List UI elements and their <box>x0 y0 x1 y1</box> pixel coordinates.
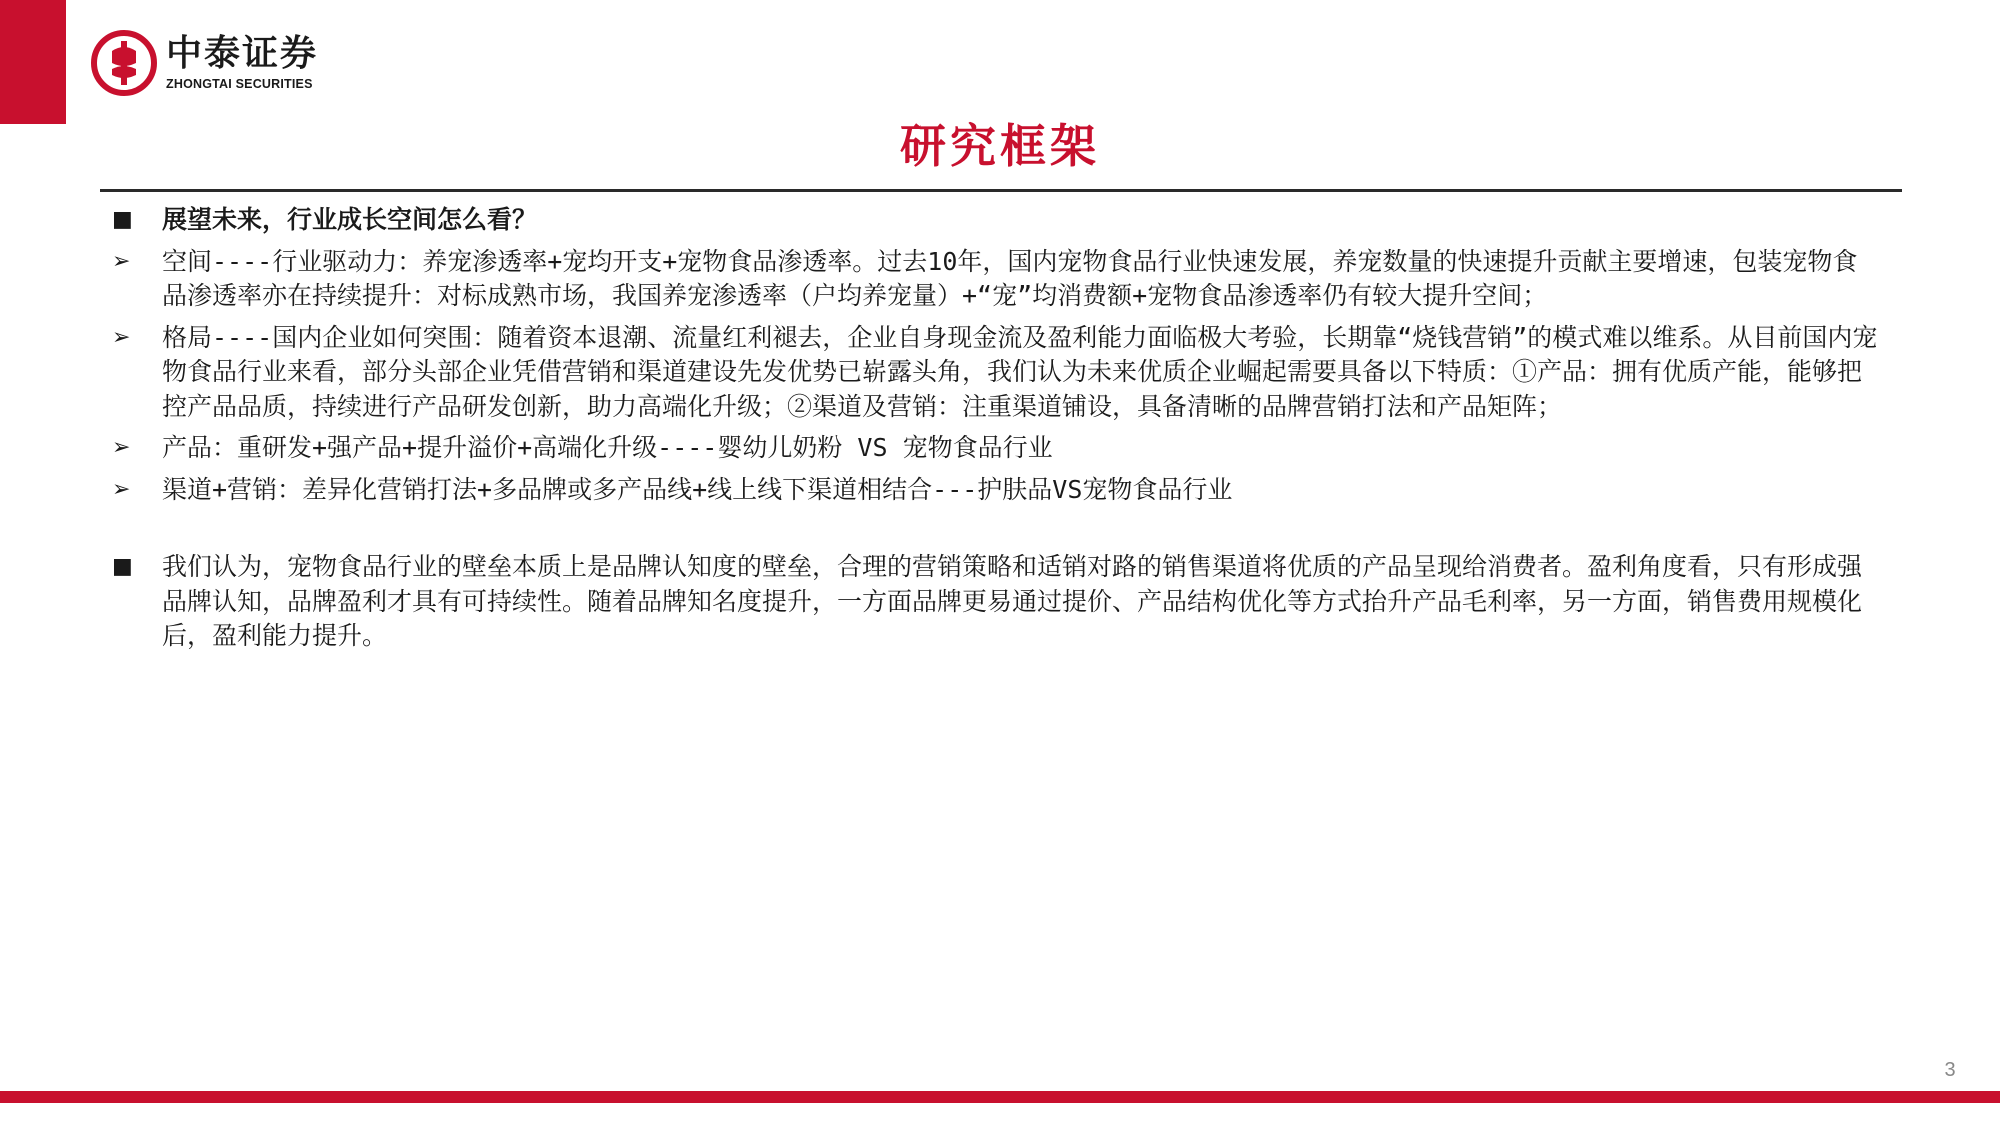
content-body <box>112 203 1882 654</box>
brand-name-en: ZHONGTAI SECURITIES <box>166 77 313 91</box>
bullet-text: 空间----行业驱动力：养宠渗透率+宠均开支+宠物食品渗透率。过去10年，国内宠物食品行业快速发展，养宠数量的快速提升贡献主要增速，包装宠物食品渗透率亦在持续提升：对标成熟市场，我国养宠渗透率（户均养宠量）+“宠”均消费额+宠物食品渗透率仍有较大提升空间； <box>162 246 1858 310</box>
conclusion-text: 我们认为，宠物食品行业的壁垒本质上是品牌认知度的壁垒，合理的营销策略和适销对路的销售渠道将优质的产品呈现给消费者。盈利角度看，只有形成强品牌认知，品牌盈利才具有可持续性。随着品牌知名度提升，一方面品牌更易通过提价、产品结构优化等方式抬升产品毛利率，另一方面，销售费用规模化后，盈利能力提升。 <box>162 552 1863 650</box>
bullet-text: 格局----国内企业如何突围：随着资本退潮、流量红利褪去，企业自身现金流及盈利能力面临极大考验，长期靠“烧钱营销”的模式难以维系。从目前国内宠物食品行业来看，部分头部企业凭借营销和渠道建设先发优势已崭露头角，我们认为未来优质企业崛起需要具备以下特质：①产品：拥有优质产能，能够把控产品品质，持续进行产品研发创新，助力高端化升级；②渠道及营销：注重渠道铺设，具备清晰的品牌营销打法和产品矩阵； <box>162 322 1878 421</box>
bullet-text: 产品：重研发+强产品+提升溢价+高端化升级----婴幼儿奶粉 VS 宠物食品行业 <box>162 433 1053 462</box>
bullet-text: 渠道+营销：差异化营销打法+多品牌或多产品线+线上线下渠道相结合---护肤品VS宠物食品行业 <box>162 474 1233 504</box>
zhongtai-logo-icon <box>90 29 158 97</box>
conclusion-paragraph <box>112 550 1882 654</box>
arrow-bullet-icon: ➢ <box>112 324 131 350</box>
arrow-bullet-icon: ➢ <box>112 248 131 274</box>
brand-logo <box>90 30 318 96</box>
arrow-bullet-icon: ➢ <box>112 476 131 502</box>
section-heading <box>112 203 1882 238</box>
corner-accent-bar <box>0 0 66 124</box>
bullet-item-channel <box>112 473 1882 508</box>
page-title: 研究框架 <box>900 119 1100 173</box>
brand-text <box>166 34 318 92</box>
bullet-item-space <box>112 245 1882 314</box>
square-bullet-icon: ■ <box>112 207 133 232</box>
arrow-bullet-icon: ➢ <box>112 435 131 460</box>
footer-accent-bar <box>0 1091 2000 1103</box>
section-heading-text: 展望未来，行业成长空间怎么看？ <box>162 205 538 234</box>
bullet-item-landscape <box>112 321 1882 425</box>
title-divider <box>100 189 1902 192</box>
square-bullet-icon: ■ <box>112 554 133 579</box>
page-number: 3 <box>1944 1059 1956 1081</box>
brand-name-cn: 中泰证券 <box>166 33 319 74</box>
bullet-item-product <box>112 431 1882 466</box>
